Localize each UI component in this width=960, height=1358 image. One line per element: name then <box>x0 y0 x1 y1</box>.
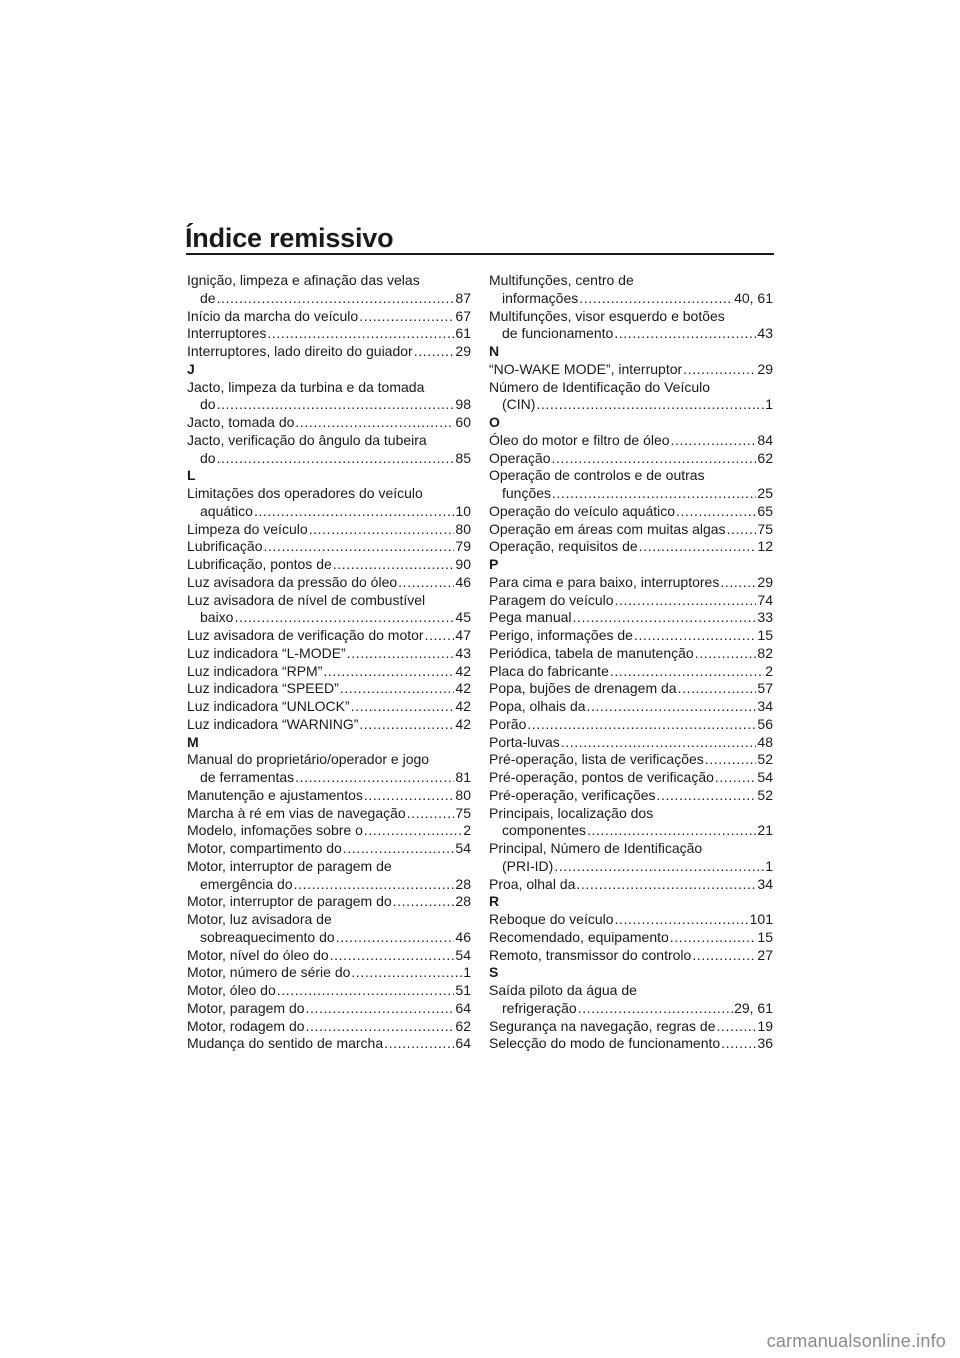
index-entry <box>489 432 773 450</box>
page-number: 56 <box>757 715 773 732</box>
dot-leader <box>536 396 764 414</box>
index-entry <box>489 627 773 645</box>
index-entry-text: Operação <box>489 449 551 466</box>
index-entry-text: Interruptores, lado direito do guiador <box>187 343 413 359</box>
dot-leader <box>692 947 756 965</box>
dot-leader <box>309 521 455 539</box>
page-number: 75 <box>455 804 471 821</box>
page-number: 51 <box>455 982 471 998</box>
dot-leader <box>364 822 462 840</box>
dot-leader <box>217 450 455 468</box>
index-entry <box>489 1018 773 1036</box>
dot-leader <box>323 663 454 681</box>
index-entry-text: Placa do fabricante <box>489 662 609 679</box>
index-entry <box>187 964 471 982</box>
index-entry-text: Limitações dos operadores do veículo <box>187 485 423 501</box>
index-entry <box>489 450 773 468</box>
index-entry <box>489 876 773 894</box>
dot-leader <box>579 290 733 308</box>
index-entry <box>489 290 773 308</box>
index-entry-text: Modelo, infomações sobre o <box>187 822 363 839</box>
index-entry <box>489 645 773 663</box>
index-entry-text: Início da marcha do veículo <box>187 307 359 324</box>
index-entry <box>187 1018 471 1036</box>
index-entry-text: Motor, interruptor de paragem de <box>187 857 392 874</box>
page-number: 79 <box>455 538 471 555</box>
index-entry <box>489 751 773 769</box>
page-number: 45 <box>455 609 471 626</box>
index-entry <box>489 325 773 343</box>
dot-leader <box>277 982 455 1000</box>
page-number: 19 <box>757 1017 773 1034</box>
dot-leader <box>573 609 757 627</box>
page-number: 101 <box>749 911 773 927</box>
dot-leader <box>330 947 455 965</box>
page-number: 25 <box>757 485 773 501</box>
index-entry-text: Pré-operação, lista de verificações <box>489 751 704 768</box>
page-number: 42 <box>455 715 471 732</box>
index-entry-text: de funcionamento <box>502 325 614 342</box>
index-entry <box>187 947 471 965</box>
dot-leader <box>727 521 757 539</box>
page-number: 42 <box>455 662 471 679</box>
index-entry-text: Motor, nível do óleo do <box>187 946 329 963</box>
index-entry <box>489 1035 773 1053</box>
index-entry-text: de ferramentas <box>200 769 295 785</box>
dot-leader <box>336 929 455 947</box>
index-entry <box>187 538 471 556</box>
index-entry-text: emergência do <box>200 875 293 892</box>
page-number: 40, 61 <box>734 289 773 306</box>
dot-leader <box>615 911 749 929</box>
index-entry <box>187 343 471 361</box>
index-entry <box>489 1000 773 1018</box>
dot-leader <box>267 325 454 343</box>
index-entry-text: Principais, localização dos <box>489 804 654 821</box>
dot-leader <box>343 840 455 858</box>
index-entry-text: informações <box>502 289 579 306</box>
dot-leader <box>294 876 455 894</box>
dot-leader <box>695 645 757 663</box>
page-number: 15 <box>757 928 773 945</box>
page-number: 81 <box>455 769 471 785</box>
index-entry <box>187 840 471 858</box>
index-entry <box>187 521 471 539</box>
page-number: 65 <box>757 502 773 519</box>
dot-leader <box>578 1000 733 1018</box>
index-column-left <box>187 272 471 1053</box>
index-entry-text: Multifunções, centro de <box>489 272 634 288</box>
dot-leader <box>306 1000 455 1018</box>
page-number: 2 <box>463 822 471 839</box>
dot-leader <box>683 361 756 379</box>
page-number: 64 <box>455 999 471 1016</box>
dot-leader <box>264 538 455 556</box>
index-entry <box>187 308 471 326</box>
index-entry-text: Luz indicadora “RPM” <box>187 662 323 679</box>
page-number: 1 <box>463 964 471 981</box>
dot-leader <box>217 396 455 414</box>
index-entry <box>489 609 773 627</box>
index-entry-text: aquático <box>200 502 253 519</box>
dot-leader <box>721 1035 756 1053</box>
index-letter-heading: L <box>187 467 196 484</box>
index-entry <box>187 698 471 716</box>
index-entry <box>489 858 773 876</box>
dot-leader <box>610 663 764 681</box>
dot-leader <box>393 893 455 911</box>
dot-leader <box>384 1035 454 1053</box>
index-entry <box>187 325 471 343</box>
index-entry <box>187 769 471 787</box>
index-entry-text: Operação em áreas com muitas algas <box>489 520 726 537</box>
index-entry <box>489 929 773 947</box>
index-entry <box>187 450 471 468</box>
page-number: 75 <box>757 520 773 537</box>
page-number: 42 <box>455 698 471 714</box>
index-entry-text: Recomendado, equipamento <box>489 928 669 945</box>
page-number: 34 <box>757 698 773 714</box>
dot-leader <box>678 680 757 698</box>
index-entry-text: Principal, Número de Identificação <box>489 840 703 856</box>
page-number: 64 <box>455 1035 471 1052</box>
index-entry-text: Óleo do motor e filtro de óleo <box>489 431 670 448</box>
index-letter-heading: J <box>187 360 195 377</box>
index-entry-text: baixo <box>200 609 234 626</box>
index-entry-text: Para cima e para baixo, interruptores <box>489 573 720 590</box>
index-entry <box>489 663 773 681</box>
index-entry <box>489 396 773 414</box>
index-entry-text: Motor, interruptor de paragem do <box>187 893 392 910</box>
dot-leader <box>634 627 756 645</box>
index-entry-text: Manutenção e ajustamentos <box>187 786 363 803</box>
index-entry-text: Ignição, limpeza e afinação das velas <box>187 272 420 288</box>
page-number: 1 <box>765 396 773 413</box>
dot-leader <box>639 538 757 556</box>
page-number: 60 <box>455 414 471 430</box>
page-number: 29 <box>757 360 773 377</box>
index-entry-text: Motor, paragem do <box>187 999 305 1016</box>
index-entry <box>187 805 471 823</box>
index-entry-text: Pré-operação, pontos de verificação <box>489 769 714 785</box>
index-entry <box>187 1000 471 1018</box>
dot-leader <box>347 645 455 663</box>
page-number: 61 <box>455 325 471 342</box>
index-entry-text: “NO-WAKE MODE”, interruptor <box>489 360 683 377</box>
index-entry <box>187 982 471 1000</box>
index-entry-text: Segurança na navegação, regras de <box>489 1017 716 1034</box>
index-entry-text: funções <box>502 485 552 501</box>
index-entry-text: Luz indicadora “SPEED” <box>187 680 339 697</box>
index-entry-text: Paragem do veículo <box>489 591 614 608</box>
index-entry <box>489 503 773 521</box>
index-entry-text: Popa, olhais da <box>489 698 586 714</box>
index-column-right <box>489 272 773 1053</box>
index-entry <box>187 627 471 645</box>
index-entry-text: Limpeza do veículo <box>187 520 308 537</box>
dot-leader <box>295 769 454 787</box>
index-entry-text: Marcha à ré em vias de navegação <box>187 804 406 821</box>
index-entry <box>489 538 773 556</box>
dot-leader <box>676 503 756 521</box>
dot-leader <box>295 414 454 432</box>
dot-leader <box>340 680 455 698</box>
dot-leader <box>705 751 757 769</box>
index-entry-text: Perigo, informações de <box>489 627 633 643</box>
index-entry <box>489 361 773 379</box>
dot-leader <box>657 787 757 805</box>
index-entry <box>489 574 773 592</box>
index-entry-text: refrigeração <box>502 999 577 1016</box>
index-entry-text: Proa, olhal da <box>489 875 576 892</box>
index-entry-text: Pega manual <box>489 609 572 626</box>
page-number: 80 <box>455 520 471 537</box>
index-entry-text: Multifunções, visor esquerdo e botões <box>489 307 725 324</box>
dot-leader <box>359 716 454 734</box>
dot-leader <box>398 574 454 592</box>
index-entry-text: Motor, compartimento do <box>187 840 342 856</box>
index-entry <box>187 822 471 840</box>
dot-leader <box>715 769 757 787</box>
index-entry <box>489 698 773 716</box>
dot-leader <box>561 734 757 752</box>
index-entry-text: Popa, bujões de drenagem da <box>489 680 677 697</box>
page-number: 54 <box>455 946 471 963</box>
page-number: 1 <box>765 857 773 874</box>
page-number: 21 <box>757 822 773 839</box>
dot-leader <box>414 343 455 361</box>
page-number: 52 <box>757 751 773 768</box>
dot-leader <box>306 1018 455 1036</box>
page-number: 36 <box>757 1035 773 1052</box>
dot-leader <box>720 574 756 592</box>
index-entry-text: Luz indicadora “WARNING” <box>187 715 359 732</box>
dot-leader <box>359 308 454 326</box>
index-entry-text: Operação, requisitos de <box>489 538 638 555</box>
page-title: Índice remissivo <box>185 223 394 253</box>
dot-leader <box>671 432 757 450</box>
dot-leader <box>364 787 455 805</box>
page-number: 29 <box>757 573 773 590</box>
page-number: 82 <box>757 644 773 661</box>
dot-leader <box>254 503 454 521</box>
index-entry-text: Periódica, tabela de manutenção <box>489 644 694 661</box>
dot-leader <box>717 1018 757 1036</box>
dot-leader <box>351 698 455 716</box>
page-number: 28 <box>455 893 471 910</box>
index-entry-text: do <box>200 449 216 466</box>
page-number: 87 <box>455 289 471 306</box>
page-number: 10 <box>455 502 471 519</box>
page-number: 2 <box>765 662 773 679</box>
index-entry-text: Porta-luvas <box>489 733 560 750</box>
index-entry-text: Motor, luz avisadora de <box>187 911 332 927</box>
index-entry-text: Motor, rodagem do <box>187 1017 305 1034</box>
page-number: 98 <box>455 396 471 413</box>
index-entry <box>187 574 471 592</box>
index-entry <box>187 609 471 627</box>
dot-leader <box>552 485 756 503</box>
index-entry <box>489 521 773 539</box>
index-entry-text: Saída piloto da água de <box>489 982 637 998</box>
dot-leader <box>587 822 756 840</box>
index-entry-text: Motor, número de série do <box>187 964 351 981</box>
index-entry-text: Reboque do veículo <box>489 911 614 927</box>
page-number: 85 <box>455 449 471 466</box>
index-entry <box>489 716 773 734</box>
index-entry-text: Manual do proprietário/operador e jogo <box>187 751 430 768</box>
index-entry-text: Selecção do modo de funcionamento <box>489 1035 721 1052</box>
index-entry <box>187 876 471 894</box>
index-entry <box>187 716 471 734</box>
index-entry <box>187 503 471 521</box>
index-letter-heading: N <box>489 343 500 359</box>
index-entry <box>187 645 471 663</box>
index-entry-text: componentes <box>502 822 587 839</box>
page-number: 62 <box>455 1017 471 1034</box>
page-number: 34 <box>757 875 773 892</box>
index-entry <box>489 592 773 610</box>
index-entry-text: Pré-operação, verificações <box>489 786 656 803</box>
index-entry <box>187 929 471 947</box>
dot-leader <box>425 627 455 645</box>
index-entry-text: Luz indicadora “UNLOCK” <box>187 698 350 714</box>
index-entry-text: Luz avisadora da pressão do óleo <box>187 573 398 590</box>
dot-leader <box>670 929 757 947</box>
index-entry-text: (PRI-ID) <box>502 857 554 874</box>
index-entry <box>489 947 773 965</box>
dot-leader <box>407 805 455 823</box>
dot-leader <box>554 858 764 876</box>
index-entry-text: Remoto, transmissor do controlo <box>489 946 692 963</box>
index-entry-text: Lubrificação, pontos de <box>187 556 332 572</box>
page-number: 33 <box>757 609 773 626</box>
index-entry-text: (CIN) <box>502 396 536 413</box>
page-number: 43 <box>455 644 471 661</box>
dot-leader <box>217 290 455 308</box>
page-number: 42 <box>455 680 471 697</box>
page-number: 46 <box>455 928 471 945</box>
index-entry-text: Operação do veículo aquático <box>489 502 676 519</box>
index-entry <box>187 680 471 698</box>
index-entry <box>187 290 471 308</box>
page-number: 84 <box>757 431 773 448</box>
page-number: 74 <box>757 591 773 608</box>
index-entry <box>489 787 773 805</box>
index-entry-text: Luz avisadora de nível de combustível <box>187 591 426 608</box>
index-letter-heading: P <box>489 556 499 572</box>
index-entry <box>187 414 471 432</box>
watermark: carmanualsonline.info <box>766 1331 946 1351</box>
index-entry-text: do <box>200 396 216 413</box>
page-number: 52 <box>757 786 773 803</box>
index-entry <box>187 396 471 414</box>
index-entry-text: Porão <box>489 715 527 732</box>
index-entry-text: Jacto, tomada do <box>187 414 295 430</box>
index-entry <box>187 1035 471 1053</box>
page-number: 47 <box>455 627 471 643</box>
dot-leader <box>551 450 756 468</box>
dot-leader <box>615 592 757 610</box>
index-entry-text: Interruptores <box>187 325 267 342</box>
title-rule <box>186 253 774 255</box>
page-number: 28 <box>455 875 471 892</box>
page-number: 62 <box>757 449 773 466</box>
index-entry <box>187 556 471 574</box>
page-number: 29 <box>455 343 471 359</box>
index-letter-heading: R <box>489 893 500 910</box>
page-number: 80 <box>455 786 471 803</box>
index-entry-text: sobreaquecimento do <box>200 928 335 945</box>
index-entry-text: Motor, óleo do <box>187 982 276 998</box>
index-entry <box>489 911 773 929</box>
index-entry <box>489 485 773 503</box>
dot-leader <box>234 609 454 627</box>
index-entry-text: Jacto, verificação do ângulo da tubeira <box>187 431 427 448</box>
index-entry <box>489 734 773 752</box>
index-entry-text: Lubrificação <box>187 538 263 555</box>
page-number: 54 <box>757 769 773 785</box>
page-number: 46 <box>455 573 471 590</box>
index-entry-text: Número de Identificação do Veículo <box>489 378 711 395</box>
index-entry-text: Luz indicadora “L-MODE” <box>187 644 346 661</box>
page-number: 54 <box>455 840 471 856</box>
page-number: 90 <box>455 556 471 572</box>
dot-leader <box>333 556 455 574</box>
index-letter-heading: M <box>187 733 199 750</box>
index-entry-text: Mudança do sentido de marcha <box>187 1035 384 1052</box>
index-entry <box>489 769 773 787</box>
page-number: 12 <box>757 538 773 555</box>
index-entry-text: Operação de controlos e de outras <box>489 467 705 484</box>
dot-leader <box>527 716 756 734</box>
index-entry <box>187 893 471 911</box>
index-entry-text: Luz avisadora de verificação do motor <box>187 627 424 643</box>
index-entry <box>489 822 773 840</box>
index-entry-text: Jacto, limpeza da turbina e da tomada <box>187 378 425 395</box>
page-number: 43 <box>757 325 773 342</box>
page-number: 29, 61 <box>734 999 773 1016</box>
dot-leader <box>576 876 756 894</box>
page-number: 67 <box>455 307 471 324</box>
index-entry-text: de <box>200 289 216 306</box>
dot-leader <box>351 964 462 982</box>
dot-leader <box>614 325 756 343</box>
page-number: 15 <box>757 627 773 643</box>
index-entry <box>187 787 471 805</box>
index-letter-heading: S <box>489 964 499 981</box>
index-entry <box>187 663 471 681</box>
page-number: 48 <box>757 733 773 750</box>
index-entry <box>489 680 773 698</box>
page-number: 57 <box>757 680 773 697</box>
page-number: 27 <box>757 946 773 963</box>
dot-leader <box>587 698 757 716</box>
index-letter-heading: O <box>489 414 500 430</box>
